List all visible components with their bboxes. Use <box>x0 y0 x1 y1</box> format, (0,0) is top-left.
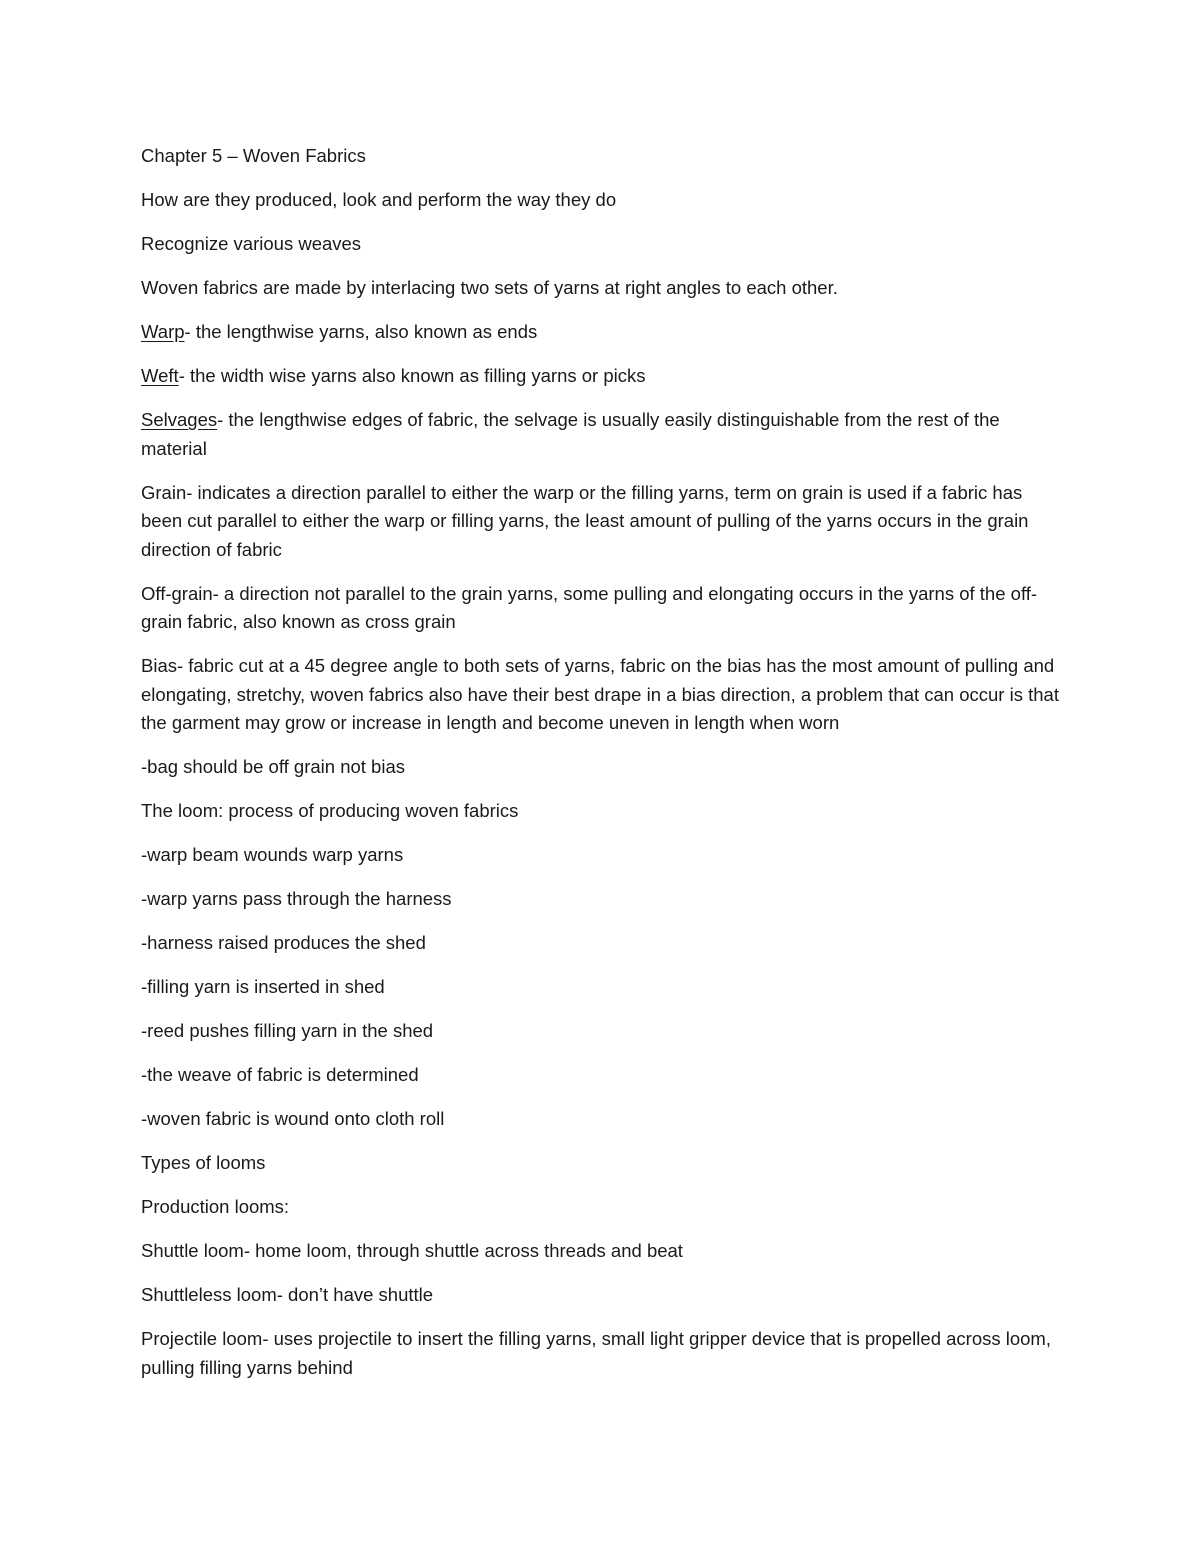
loom-step: -woven fabric is wound onto cloth roll <box>141 1108 445 1129</box>
types-heading: Types of looms <box>141 1152 266 1173</box>
loom-step: -warp yarns pass through the harness <box>141 888 452 909</box>
term-weft <box>141 362 1061 391</box>
term-selvages-definition: - the lengthwise edges of fabric, the selvage is usually easily distinguishable from the rest of the material <box>141 409 1000 459</box>
intro-paragraph: How are they produced, look and perform the way they do <box>141 189 617 210</box>
term-selvages <box>141 406 1061 463</box>
intro-paragraph: Woven fabrics are made by interlacing two sets of yarns at right angles to each other. <box>141 277 838 298</box>
term-weft-definition: - the width wise yarns also known as filling yarns or picks <box>178 365 646 386</box>
term-weft-label: Weft <box>141 365 179 386</box>
loom-heading: The loom: process of producing woven fabrics <box>141 800 519 821</box>
term-selvages-label: Selvages <box>141 409 218 430</box>
loom-step: -warp beam wounds warp yarns <box>141 844 404 865</box>
production-heading: Production looms: <box>141 1196 290 1217</box>
page-title: Chapter 5 – Woven Fabrics <box>141 145 366 166</box>
loom-type: Shuttleless loom- don’t have shuttle <box>141 1284 434 1305</box>
loom-step: -harness raised produces the shed <box>141 932 426 953</box>
document-body <box>141 142 1061 1398</box>
off-grain-paragraph: Off-grain- a direction not parallel to the grain yarns, some pulling and elongating occurs in the yarns of the off-grain fabric, also known as cross grain <box>141 582 1038 632</box>
loom-step: -the weave of fabric is determined <box>141 1064 419 1085</box>
term-warp <box>141 318 1061 347</box>
term-warp-definition: - the lengthwise yarns, also known as ends <box>184 321 538 342</box>
loom-step: -reed pushes filling yarn in the shed <box>141 1020 434 1041</box>
grain-paragraph: Grain- indicates a direction parallel to either the warp or the filling yarns, term on grain is used if a fabric has been cut parallel to either the warp or filling yarns, the least amount of pulling of the yarns occurs in the grain direction of fabric <box>141 481 1029 560</box>
intro-paragraph: Recognize various weaves <box>141 233 362 254</box>
bias-paragraph: Bias- fabric cut at a 45 degree angle to both sets of yarns, fabric on the bias has the most amount of pulling and elongating, stretchy, woven fabrics also have their best drape in a bias direction, a problem that can occur is that the garment may grow or increase in length and become uneven in length when worn <box>141 655 1059 733</box>
loom-type: Shuttle loom- home loom, through shuttle across threads and beat <box>141 1240 683 1261</box>
loom-step: -filling yarn is inserted in shed <box>141 976 385 997</box>
bag-note: -bag should be off grain not bias <box>141 756 405 777</box>
loom-type: Projectile loom- uses projectile to insert the filling yarns, small light gripper device that is propelled across loom, pulling filling yarns behind <box>141 1328 1051 1378</box>
term-warp-label: Warp <box>141 321 185 342</box>
